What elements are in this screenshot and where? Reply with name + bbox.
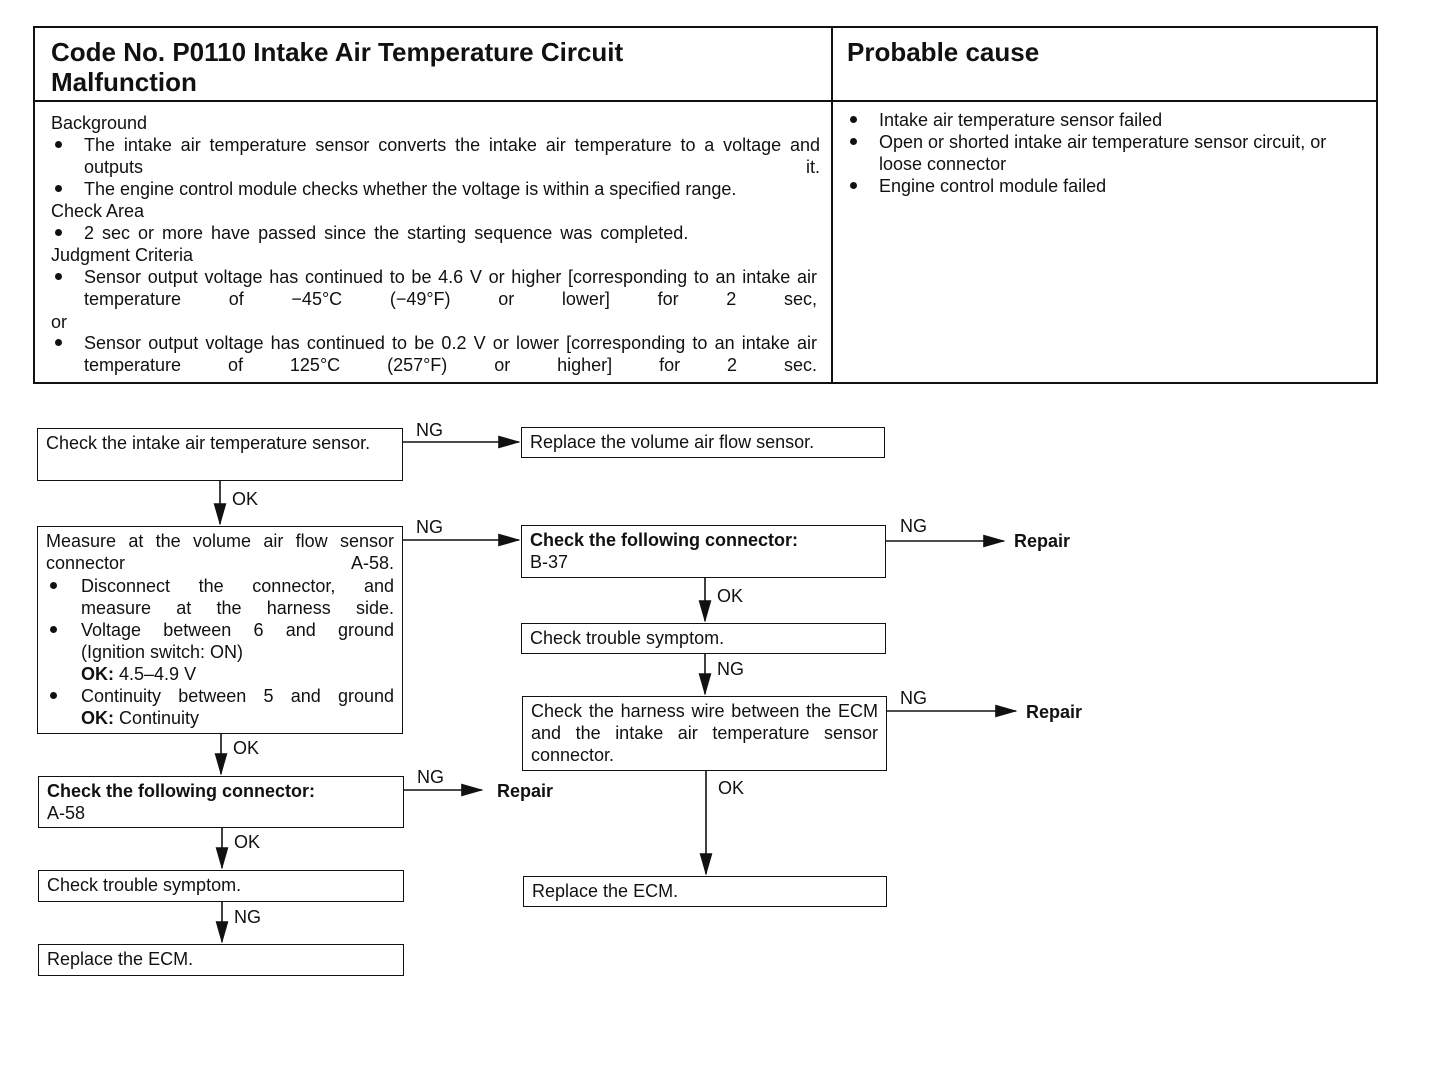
repair-label: Repair bbox=[1014, 531, 1071, 551]
step-replace-ecm-2 bbox=[523, 876, 887, 907]
bullet bbox=[50, 692, 57, 699]
judgment-item: Sensor output voltage has continued to be 0.2 V or lower [corresponding to an intake air temperature of 125°C (257°F) or higher] for 2 sec. bbox=[84, 333, 817, 375]
measure-item: Voltage between 6 and ground (Ignition switch: ON) bbox=[81, 620, 394, 662]
step-text: Measure at the volume air flow sensor connector A-58. bbox=[46, 531, 394, 573]
probable-cause-item: Engine control module failed bbox=[879, 176, 1107, 196]
check-area-heading: Check Area bbox=[51, 201, 145, 221]
judgment-item: Sensor output voltage has continued to be 4.6 V or higher [corresponding to an intake air temperature of −45°C (−49°F) or lower] for 2 sec, bbox=[84, 267, 817, 309]
step-check-connector-a58 bbox=[38, 776, 404, 828]
code-title: Code No. P0110 Intake Air Temperature Circuit Malfunction bbox=[51, 37, 624, 97]
repair-label: Repair bbox=[1026, 702, 1083, 722]
step-check-iat-sensor bbox=[37, 428, 403, 481]
ok-label: OK bbox=[718, 778, 745, 798]
step-text: Check trouble symptom. bbox=[47, 875, 242, 895]
step-text: Check trouble symptom. bbox=[530, 628, 725, 648]
step-text: Replace the volume air flow sensor. bbox=[530, 432, 815, 452]
ok-spec bbox=[81, 707, 199, 729]
connector-id: B-37 bbox=[530, 552, 569, 572]
bullet bbox=[50, 626, 57, 633]
measure-item: Continuity between 5 and ground bbox=[81, 686, 394, 706]
judgment-heading: Judgment Criteria bbox=[51, 245, 194, 265]
ok-spec bbox=[81, 663, 196, 685]
ok-label: OK bbox=[233, 738, 260, 758]
or-text: or bbox=[51, 312, 68, 332]
background-item: The engine control module checks whether the voltage is within a specified range. bbox=[84, 179, 737, 199]
ok-label: OK bbox=[232, 489, 259, 509]
ng-label: NG bbox=[900, 688, 927, 708]
step-check-trouble-symptom bbox=[38, 870, 404, 902]
ng-label: NG bbox=[234, 907, 261, 927]
repair-label: Repair bbox=[497, 781, 554, 801]
step-check-trouble-symptom-2 bbox=[521, 623, 886, 654]
step-text: Replace the ECM. bbox=[47, 949, 194, 969]
ok-spec-label: OK: bbox=[81, 708, 114, 728]
step-text: Check the harness wire between the ECM and the intake air temperature sensor connector. bbox=[531, 701, 878, 765]
step-check-connector-b37 bbox=[521, 525, 886, 578]
ok-spec-value: Continuity bbox=[119, 708, 200, 728]
step-title: Check the following connector: bbox=[530, 530, 799, 550]
probable-cause-item: Open or shorted intake air temperature sensor circuit, or loose connector bbox=[879, 132, 1327, 174]
step-check-harness-wire bbox=[522, 696, 887, 771]
step-text: Replace the ECM. bbox=[532, 881, 679, 901]
step-title: Check the following connector: bbox=[47, 781, 316, 801]
background-item: The intake air temperature sensor converts the intake air temperature to a voltage and outputs it. bbox=[84, 135, 820, 177]
ok-spec-label: OK: bbox=[81, 664, 114, 684]
connector-id: A-58 bbox=[47, 803, 86, 823]
ng-label: NG bbox=[416, 517, 443, 537]
ng-label: NG bbox=[416, 420, 443, 440]
check-area-item: 2 sec or more have passed since the starting sequence was completed. bbox=[84, 223, 689, 243]
ng-label: NG bbox=[717, 659, 744, 679]
step-text: Check the intake air temperature sensor. bbox=[46, 433, 371, 453]
measure-item: Disconnect the connector, and measure at the harness side. bbox=[81, 576, 394, 618]
ok-label: OK bbox=[234, 832, 261, 852]
ok-spec-value: 4.5–4.9 V bbox=[119, 664, 197, 684]
probable-cause-item: Intake air temperature sensor failed bbox=[879, 110, 1163, 130]
ng-label: NG bbox=[417, 767, 444, 787]
probable-cause-heading: Probable cause bbox=[847, 37, 1040, 67]
background-heading: Background bbox=[51, 113, 148, 133]
ng-label: NG bbox=[900, 516, 927, 536]
step-replace-ecm bbox=[38, 944, 404, 976]
bullet bbox=[50, 582, 57, 589]
step-replace-vaf-sensor bbox=[521, 427, 885, 458]
ok-label: OK bbox=[717, 586, 744, 606]
